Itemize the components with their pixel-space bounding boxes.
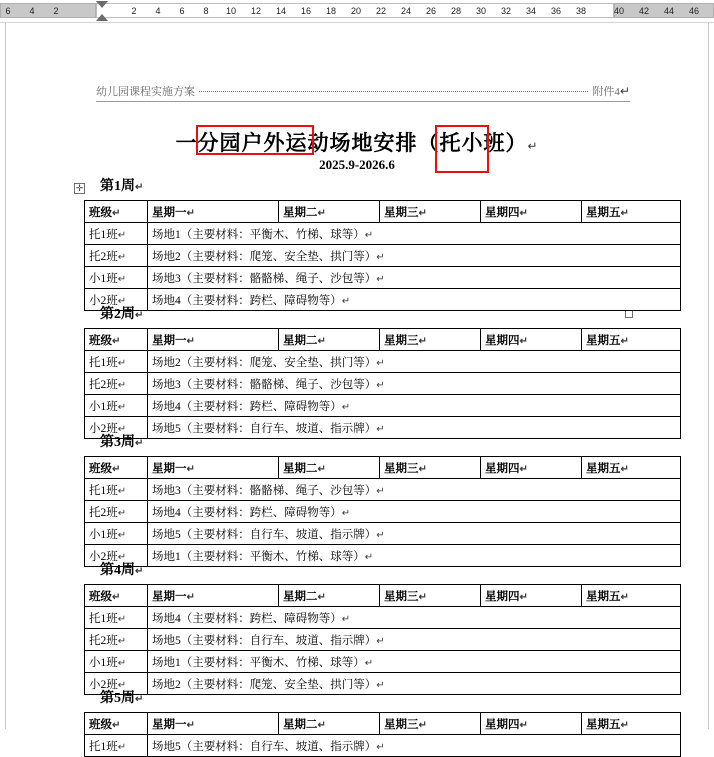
week-block-2 bbox=[0, 306, 714, 439]
week-heading-pilcrow: ↵ bbox=[135, 566, 144, 577]
cell-class[interactable]: 托1班↵ bbox=[85, 735, 148, 757]
week-heading bbox=[100, 306, 714, 325]
schedule-table[interactable] bbox=[84, 584, 681, 695]
cell-venue[interactable]: 场地4（主要材料：跨栏、障碍物等）↵ bbox=[148, 501, 681, 523]
table-row[interactable] bbox=[85, 373, 681, 395]
cell-venue[interactable]: 场地3（主要材料：骼骼梯、绳子、沙包等）↵ bbox=[148, 267, 681, 289]
ruler-tick: 30 bbox=[475, 6, 487, 16]
cell-venue[interactable]: 场地2（主要材料：爬笼、安全垫、拱门等）↵ bbox=[148, 673, 681, 695]
title-pilcrow: ↵ bbox=[527, 139, 539, 153]
column-header-tuesday: 星期二↵ bbox=[279, 585, 380, 607]
column-header-tuesday: 星期二↵ bbox=[279, 201, 380, 223]
column-header-thursday: 星期四↵ bbox=[481, 713, 582, 735]
week-block-3 bbox=[0, 434, 714, 567]
week-block-1 bbox=[0, 178, 714, 311]
ruler-tick: 44 bbox=[663, 6, 675, 16]
column-header-friday: 星期五↵ bbox=[582, 201, 681, 223]
column-header-friday: 星期五↵ bbox=[582, 329, 681, 351]
cell-venue[interactable]: 场地3（主要材料：骼骼梯、绳子、沙包等）↵ bbox=[148, 373, 681, 395]
week-heading-text: 第3周 bbox=[100, 435, 135, 450]
ruler-tick: 2 bbox=[131, 6, 137, 16]
column-header-class: 班级↵ bbox=[85, 713, 148, 735]
table-row[interactable] bbox=[85, 607, 681, 629]
column-header-class: 班级↵ bbox=[85, 201, 148, 223]
week-heading-pilcrow: ↵ bbox=[135, 182, 144, 193]
column-header-class: 班级↵ bbox=[85, 329, 148, 351]
cell-venue[interactable]: 场地5（主要材料：自行车、坡道、指示牌）↵ bbox=[148, 523, 681, 545]
cell-class[interactable]: 托2班↵ bbox=[85, 245, 148, 267]
table-row[interactable] bbox=[85, 351, 681, 373]
column-header-monday: 星期一↵ bbox=[148, 329, 279, 351]
ruler-left-margin-segment bbox=[0, 3, 96, 18]
table-row[interactable] bbox=[85, 223, 681, 245]
column-header-monday: 星期一↵ bbox=[148, 457, 279, 479]
column-header-wednesday: 星期三↵ bbox=[380, 329, 481, 351]
column-header-tuesday: 星期二↵ bbox=[279, 329, 380, 351]
ruler-tick: 12 bbox=[250, 6, 262, 16]
schedule-table[interactable] bbox=[84, 328, 681, 439]
ruler-tick: 6 bbox=[179, 6, 185, 16]
table-header-row bbox=[85, 585, 681, 607]
cell-class[interactable]: 小2班↵ bbox=[85, 289, 148, 311]
horizontal-ruler[interactable] bbox=[0, 0, 714, 23]
cell-venue[interactable]: 场地1（主要材料：平衡木、竹梯、球等）↵ bbox=[148, 223, 681, 245]
cell-venue[interactable]: 场地5（主要材料：自行车、坡道、指示牌）↵ bbox=[148, 735, 681, 757]
cell-class[interactable]: 小1班↵ bbox=[85, 651, 148, 673]
ruler-tick: 26 bbox=[425, 6, 437, 16]
column-header-thursday: 星期四↵ bbox=[481, 329, 582, 351]
week-block-5 bbox=[0, 690, 714, 757]
table-row[interactable] bbox=[85, 523, 681, 545]
ruler-tick: 8 bbox=[203, 6, 209, 16]
column-header-tuesday: 星期二↵ bbox=[279, 713, 380, 735]
column-header-class: 班级↵ bbox=[85, 457, 148, 479]
cell-venue[interactable]: 场地2（主要材料：爬笼、安全垫、拱门等）↵ bbox=[148, 245, 681, 267]
ruler-tick: 6 bbox=[5, 6, 11, 16]
ruler-tick: 20 bbox=[350, 6, 362, 16]
ruler-tick: 38 bbox=[575, 6, 587, 16]
ruler-tick: 24 bbox=[400, 6, 412, 16]
cell-venue[interactable]: 场地4（主要材料：跨栏、障碍物等）↵ bbox=[148, 395, 681, 417]
header-separator-rule bbox=[96, 101, 630, 102]
column-header-thursday: 星期四↵ bbox=[481, 585, 582, 607]
column-header-friday: 星期五↵ bbox=[582, 713, 681, 735]
ruler-tick: 40 bbox=[613, 6, 625, 16]
cell-venue[interactable]: 场地4（主要材料：跨栏、障碍物等）↵ bbox=[148, 289, 681, 311]
cell-class[interactable]: 托1班↵ bbox=[85, 223, 148, 245]
week-heading bbox=[100, 690, 714, 709]
column-header-tuesday: 星期二↵ bbox=[279, 457, 380, 479]
week-block-4 bbox=[0, 562, 714, 695]
cell-class[interactable]: 托1班↵ bbox=[85, 351, 148, 373]
week-heading-text: 第2周 bbox=[100, 307, 135, 322]
table-row[interactable] bbox=[85, 395, 681, 417]
ruler-tick: 4 bbox=[155, 6, 161, 16]
ruler-tick: 4 bbox=[29, 6, 35, 16]
first-line-indent-marker[interactable] bbox=[96, 1, 108, 8]
page-title bbox=[0, 127, 714, 157]
table-move-handle[interactable]: ✛ bbox=[75, 183, 84, 193]
table-header-row bbox=[85, 201, 681, 223]
cell-class[interactable]: 托2班↵ bbox=[85, 629, 148, 651]
cell-class[interactable]: 托1班↵ bbox=[85, 479, 148, 501]
cell-venue[interactable]: 场地5（主要材料：自行车、坡道、指示牌）↵ bbox=[148, 417, 681, 439]
week-heading-text: 第4周 bbox=[100, 563, 135, 578]
running-header-pilcrow: ↵ bbox=[619, 84, 630, 98]
column-header-thursday: 星期四↵ bbox=[481, 457, 582, 479]
schedule-table[interactable] bbox=[84, 712, 681, 757]
table-header-row bbox=[85, 457, 681, 479]
running-header-dot-leader bbox=[199, 91, 588, 92]
schedule-table[interactable] bbox=[84, 456, 681, 567]
week-heading bbox=[100, 178, 714, 197]
schedule-table[interactable] bbox=[84, 200, 681, 311]
cell-venue[interactable]: 场地1（主要材料：平衡木、竹梯、球等）↵ bbox=[148, 651, 681, 673]
document-page-area[interactable] bbox=[0, 23, 714, 753]
week-heading-text: 第1周 bbox=[100, 179, 135, 194]
week-heading-text: 第5周 bbox=[100, 691, 135, 706]
page-subtitle: 2025.9-2026.6 bbox=[319, 157, 395, 172]
ruler-tick: 28 bbox=[450, 6, 462, 16]
ruler-tick: 10 bbox=[225, 6, 237, 16]
ruler-tick: 18 bbox=[325, 6, 337, 16]
column-header-wednesday: 星期三↵ bbox=[380, 713, 481, 735]
cell-venue[interactable]: 场地2（主要材料：爬笼、安全垫、拱门等）↵ bbox=[148, 351, 681, 373]
week-heading bbox=[100, 562, 714, 581]
ruler-tick: 42 bbox=[638, 6, 650, 16]
cell-class[interactable]: 托1班↵ bbox=[85, 607, 148, 629]
cell-class[interactable]: 小1班↵ bbox=[85, 523, 148, 545]
table-row[interactable] bbox=[85, 735, 681, 757]
ruler-tick: 16 bbox=[300, 6, 312, 16]
cell-venue[interactable]: 场地3（主要材料：骼骼梯、绳子、沙包等）↵ bbox=[148, 479, 681, 501]
table-header-row bbox=[85, 713, 681, 735]
table-row[interactable] bbox=[85, 501, 681, 523]
cell-venue[interactable]: 场地5（主要材料：自行车、坡道、指示牌）↵ bbox=[148, 629, 681, 651]
week-heading-pilcrow: ↵ bbox=[135, 310, 144, 321]
table-header-row bbox=[85, 329, 681, 351]
week-heading bbox=[100, 434, 714, 453]
ruler-tick: 36 bbox=[550, 6, 562, 16]
ruler-track[interactable] bbox=[0, 0, 714, 22]
ruler-tick: 22 bbox=[375, 6, 387, 16]
column-header-wednesday: 星期三↵ bbox=[380, 585, 481, 607]
cell-venue[interactable]: 场地1（主要材料：平衡木、竹梯、球等）↵ bbox=[148, 545, 681, 567]
column-header-monday: 星期一↵ bbox=[148, 713, 279, 735]
ruler-tick: 32 bbox=[500, 6, 512, 16]
week-heading-pilcrow: ↵ bbox=[135, 694, 144, 705]
column-header-friday: 星期五↵ bbox=[582, 585, 681, 607]
running-header bbox=[96, 83, 630, 99]
hanging-indent-marker[interactable] bbox=[96, 14, 108, 21]
table-row[interactable] bbox=[85, 629, 681, 651]
cell-class[interactable]: 托2班↵ bbox=[85, 501, 148, 523]
table-row[interactable] bbox=[85, 479, 681, 501]
cell-venue[interactable]: 场地4（主要材料：跨栏、障碍物等）↵ bbox=[148, 607, 681, 629]
table-row[interactable] bbox=[85, 267, 681, 289]
ruler-tick: 2 bbox=[53, 6, 59, 16]
table-row[interactable] bbox=[85, 651, 681, 673]
page-title-text: 一分园户外运动场地安排（托小班） bbox=[175, 131, 528, 155]
ruler-tick: 46 bbox=[688, 6, 700, 16]
column-header-wednesday: 星期三↵ bbox=[380, 201, 481, 223]
cell-class[interactable]: 托2班↵ bbox=[85, 373, 148, 395]
table-row[interactable] bbox=[85, 245, 681, 267]
column-header-thursday: 星期四↵ bbox=[481, 201, 582, 223]
cell-class[interactable]: 小1班↵ bbox=[85, 267, 148, 289]
week-heading-pilcrow: ↵ bbox=[135, 438, 144, 449]
ruler-tick: 34 bbox=[525, 6, 537, 16]
cell-class[interactable]: 小2班↵ bbox=[85, 417, 148, 439]
column-header-monday: 星期一↵ bbox=[148, 585, 279, 607]
ruler-tick: 14 bbox=[275, 6, 287, 16]
running-header-right-text: 附件4 bbox=[592, 86, 620, 98]
column-header-monday: 星期一↵ bbox=[148, 201, 279, 223]
cell-class[interactable]: 小2班↵ bbox=[85, 545, 148, 567]
running-header-left-text: 幼儿园课程实施方案 bbox=[96, 86, 195, 98]
cell-class[interactable]: 小1班↵ bbox=[85, 395, 148, 417]
column-header-class: 班级↵ bbox=[85, 585, 148, 607]
cell-class[interactable]: 小2班↵ bbox=[85, 673, 148, 695]
column-header-friday: 星期五↵ bbox=[582, 457, 681, 479]
column-header-wednesday: 星期三↵ bbox=[380, 457, 481, 479]
